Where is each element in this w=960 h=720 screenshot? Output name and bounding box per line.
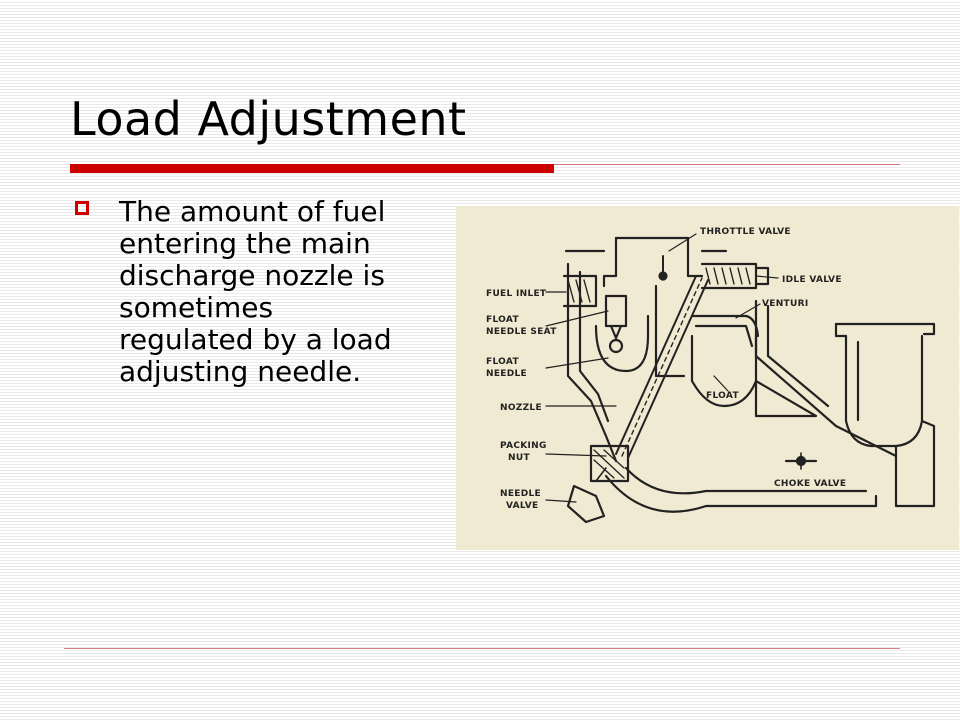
- carburetor-diagram: [456, 206, 959, 550]
- title-underline-accent: [70, 164, 554, 173]
- label-needle-valve-1: NEEDLE: [500, 489, 541, 499]
- slide-title: Load Adjustment: [70, 92, 467, 146]
- footer-rule: [64, 648, 900, 649]
- label-float-needle-seat-1: FLOAT: [486, 315, 519, 325]
- label-float-needle-seat-2: NEEDLE SEAT: [486, 327, 557, 337]
- square-bullet-icon: [75, 201, 89, 215]
- label-packing-nut-1: PACKING: [500, 441, 547, 451]
- label-nozzle: NOZZLE: [500, 403, 542, 413]
- label-packing-nut-2: NUT: [508, 453, 530, 463]
- label-float-needle-1: FLOAT: [486, 357, 519, 367]
- label-needle-valve-2: VALVE: [506, 501, 539, 511]
- label-float: FLOAT: [706, 391, 739, 401]
- label-throttle-valve: THROTTLE VALVE: [700, 227, 791, 237]
- label-idle-valve: IDLE VALVE: [782, 275, 842, 285]
- bullet-text: The amount of fuel entering the main discharge nozzle is sometimes regulated by a load adjusting needle.: [119, 195, 392, 388]
- label-float-needle-2: NEEDLE: [486, 369, 527, 379]
- label-fuel-inlet: FUEL INLET: [486, 289, 547, 299]
- label-venturi: VENTURI: [762, 299, 809, 309]
- carburetor-diagram-drawing: [456, 206, 959, 550]
- label-choke-valve: CHOKE VALVE: [774, 479, 847, 489]
